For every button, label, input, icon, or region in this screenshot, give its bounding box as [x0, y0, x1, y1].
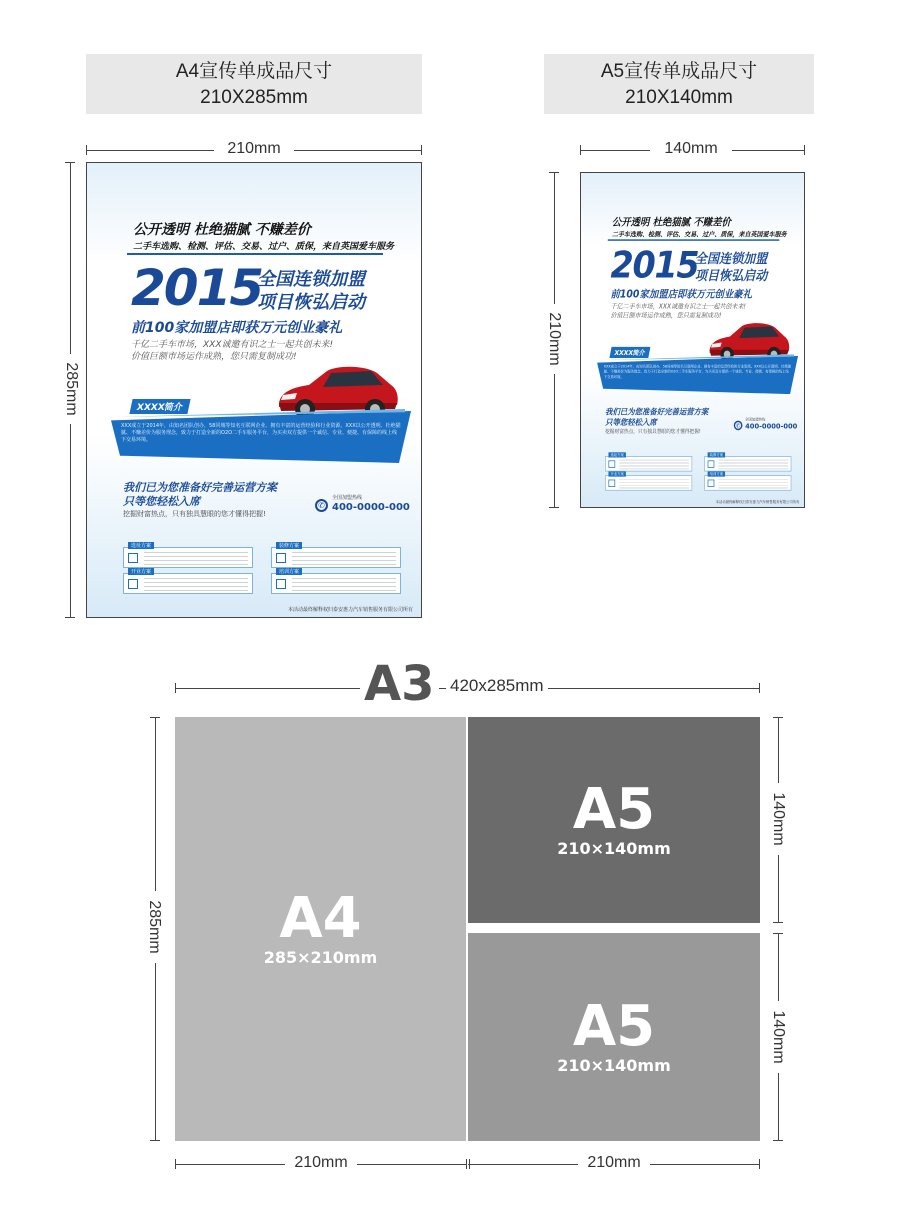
plan-card — [704, 453, 791, 471]
plan-icon — [128, 579, 138, 589]
a4-box-size: 285×210mm — [263, 948, 378, 967]
a4-box — [175, 717, 466, 1141]
a5-bottom-box — [468, 933, 760, 1141]
a3-height-tick-top — [150, 717, 160, 718]
a3-bottom-left-tick-a — [175, 1159, 176, 1169]
phone-icon: ✆ — [315, 499, 328, 512]
a5-top-box — [468, 717, 760, 923]
flyer-slogan: 公开透明 杜绝猫腻 不赚差价 — [611, 216, 731, 229]
a3-right-bottom-tick-a — [773, 933, 783, 934]
a5-height-tick-top — [549, 172, 559, 173]
a4-flyer — [86, 162, 422, 618]
a5-bottom-box-size: 210×140mm — [557, 1056, 671, 1075]
plan-icon — [276, 579, 286, 589]
plan-card-label: 选址方案 — [128, 542, 154, 549]
plan-card — [271, 543, 401, 568]
a3-size-label: 420x285mm — [446, 676, 548, 696]
a5-flyer-content — [581, 173, 805, 508]
a3-height-label: 285mm — [145, 891, 163, 963]
plan-card-label: 装修方案 — [708, 452, 725, 457]
plan-card — [123, 569, 253, 594]
a5-width-label: 140mm — [650, 140, 732, 158]
a4-height-label: 285mm — [62, 354, 80, 424]
plan-card-label: 开业方案 — [608, 471, 625, 476]
intro-label: XXXX简介 — [609, 347, 650, 358]
ready-line-1: 我们已为您准备好完善运营方案 — [605, 407, 709, 417]
plan-icon — [128, 553, 138, 563]
plan-card — [605, 472, 692, 490]
plan-icon — [608, 460, 615, 467]
a3-width-tick-left — [175, 683, 176, 693]
ready-line-3: 挖掘财富热点，只有独具慧眼的您才懂得把握! — [123, 510, 266, 518]
hotline-number: 400-0000-000 — [332, 502, 410, 513]
intro-label: XXXX简介 — [129, 399, 190, 414]
a3-right-bottom-tick-b — [773, 1140, 783, 1141]
ready-line-2: 只等您轻松入席 — [123, 495, 200, 508]
a4-height-tick-bottom — [65, 617, 75, 618]
flyer-sub-2: 价值巨额市场运作成熟，您只需复制成功! — [610, 312, 722, 320]
ready-line-1: 我们已为您准备好完善运营方案 — [123, 481, 277, 494]
a3-right-bottom-label: 140mm — [769, 1001, 787, 1073]
a3-title: A3 — [360, 656, 439, 712]
flyer-year: 2015 — [610, 243, 699, 287]
plan-card-label: 选址方案 — [608, 452, 625, 457]
a5-top-box-label: A5 — [572, 777, 656, 842]
a3-bottom-left-label: 210mm — [285, 1154, 357, 1172]
flyer-services: 二手车选购、检测、评估、交易、过户、质保，来自英国爱车服务 — [611, 231, 787, 239]
ready-line-3: 挖掘财富热点，只有独具慧眼的您才懂得把握! — [605, 428, 701, 435]
plan-card-label: 装修方案 — [276, 542, 302, 549]
a4-caption — [86, 54, 422, 114]
plan-card-label: 培训方案 — [276, 568, 302, 575]
flyer-headline-2: 项目恢弘启动 — [257, 292, 365, 313]
a3-right-top-label: 140mm — [769, 783, 787, 855]
a5-top-box-size: 210×140mm — [557, 839, 671, 858]
flyer-year: 2015 — [131, 259, 263, 317]
intro-text: XXX成立于2014年，由知名团队创办，58同城等知名互联网企业、拥有丰富的运营经验和行业资源。XXX以公开透明、杜绝猫腻、不赚差价为服务理念，致力于打造全新的O2O二手车服务平台，为买卖双方提供一个诚信、专业、便捷、有保障的线上线下交易环境。 — [603, 364, 792, 380]
ready-line-2: 只等您轻松入席 — [605, 417, 657, 428]
plan-card — [704, 472, 791, 490]
flyer-divider — [608, 239, 780, 240]
hotline-label: 全国加盟热线 — [332, 495, 363, 501]
a5-caption-size: 210X140mm — [625, 87, 733, 108]
flyer-footer: 本活动最终解释权归泰安惠力汽车销售服务有限公司所有 — [715, 500, 800, 505]
a3-bottom-left-tick-b — [466, 1159, 467, 1169]
a4-flyer-content — [87, 163, 422, 618]
a4-width-tick-right — [421, 145, 422, 155]
a5-bottom-box-label: A5 — [572, 994, 656, 1059]
flyer-headline-1: 全国连锁加盟 — [257, 269, 365, 290]
a4-height-tick-top — [65, 162, 75, 163]
plan-card-label: 开业方案 — [128, 568, 154, 575]
plan-icon — [708, 480, 715, 487]
a3-right-top-tick-b — [773, 922, 783, 923]
flyer-sub-1: 千亿二手车市场，XXX诚邀有识之士一起共创未来! — [610, 303, 746, 311]
a4-caption-title: A4宣传单成品尺寸 — [175, 61, 333, 82]
a4-width-label: 210mm — [214, 140, 294, 158]
flyer-services: 二手车选购、检测、评估、交易、过户、质保，来自英国爱车服务 — [133, 242, 395, 252]
plan-card-label: 培训方案 — [708, 471, 725, 476]
plan-icon — [608, 480, 615, 487]
a3-width-tick-right — [759, 683, 760, 693]
a5-width-tick-right — [804, 145, 805, 155]
a3-height-tick-bottom — [150, 1140, 160, 1141]
flyer-headline-1: 全国连锁加盟 — [694, 251, 768, 267]
plan-card — [271, 569, 401, 594]
plan-card — [605, 453, 692, 471]
a3-bottom-right-label: 210mm — [578, 1154, 650, 1172]
flyer-slogan: 公开透明 杜绝猫腻 不赚差价 — [133, 222, 311, 238]
plan-card — [123, 543, 253, 568]
a5-height-label: 210mm — [545, 304, 563, 374]
flyer-divider — [127, 253, 383, 255]
flyer-gift: 前100家加盟店即获万元创业豪礼 — [610, 288, 753, 301]
flyer-sub-2: 价值巨额市场运作成熟，您只需复制成功! — [131, 352, 297, 362]
flyer-sub-1: 千亿二手车市场，XXX诚邀有识之士一起共创未来! — [131, 340, 334, 350]
phone-icon: ✆ — [734, 421, 743, 431]
intro-text: XXX成立于2014年，由知名团队创办，58同城等知名互联网企业、拥有丰富的运营经验和行业资源。XXX以公开透明、杜绝猫腻、不赚差价为服务理念，致力于打造全新的O2O二手车服务平台，为买卖双方提供一个诚信、专业、便捷、有保障的线上线下交易环境。 — [121, 423, 401, 443]
a5-width-tick-left — [580, 145, 581, 155]
a5-caption — [544, 54, 814, 114]
a3-bottom-right-tick-b — [759, 1159, 760, 1169]
a5-flyer — [580, 172, 805, 508]
a3-bottom-right-tick-a — [469, 1159, 470, 1169]
a5-caption-title: A5宣传单成品尺寸 — [600, 61, 758, 82]
hotline-label: 全国加盟热线 — [745, 417, 766, 423]
a4-caption-size: 210X285mm — [200, 87, 308, 108]
hotline-number: 400-0000-000 — [745, 422, 798, 431]
a5-height-tick-bottom — [549, 507, 559, 508]
flyer-gift: 前100家加盟店即获万元创业豪礼 — [131, 320, 343, 336]
flyer-footer: 本活动最终解释权归泰安惠力汽车销售服务有限公司所有 — [287, 607, 413, 613]
a3-right-top-tick-a — [773, 717, 783, 718]
flyer-headline-2: 项目恢弘启动 — [694, 268, 768, 284]
plan-icon — [708, 460, 715, 467]
a4-box-label: A4 — [279, 886, 362, 951]
plan-icon — [276, 553, 286, 563]
a4-width-tick-left — [86, 145, 87, 155]
